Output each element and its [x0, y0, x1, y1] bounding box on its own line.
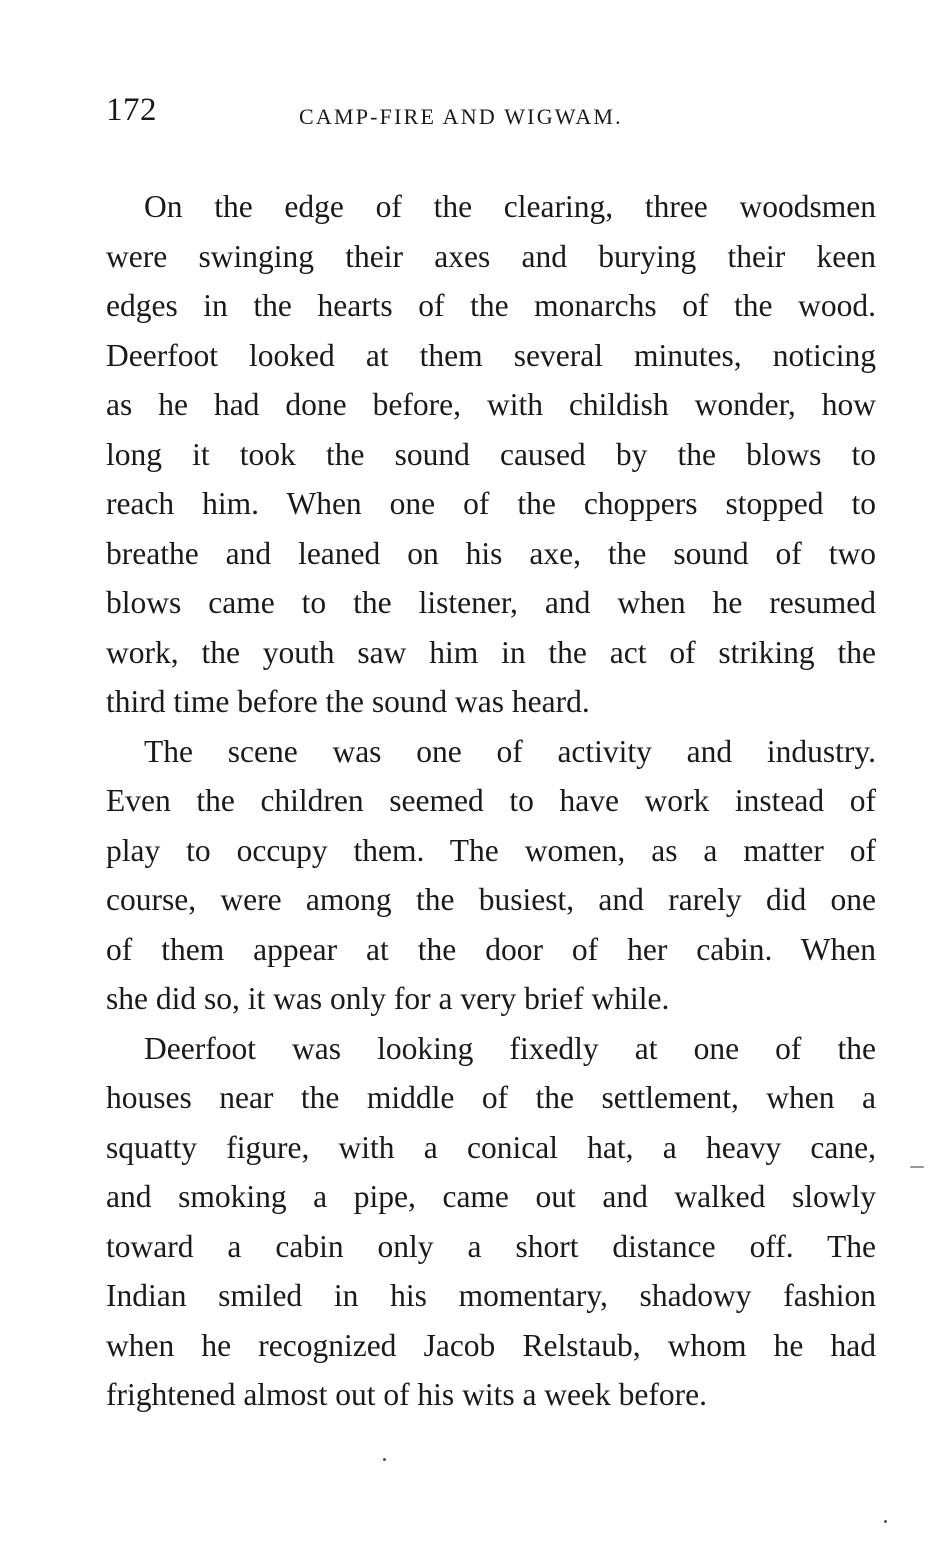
text-line: Even the children seemed to have work instead of — [106, 783, 876, 818]
text-line: frightened almost out of his wits a week before. — [106, 1377, 707, 1412]
scan-speck — [910, 1166, 924, 1168]
text-line: squatty figure, with a conical hat, a heavy cane, — [106, 1129, 876, 1165]
text-line: third time before the sound was heard. — [106, 684, 590, 719]
text-line: reach him. When one of the choppers stopped to — [106, 486, 876, 521]
text-line: The scene was one of activity and industry. — [144, 733, 876, 769]
page-number: 172 — [106, 92, 157, 128]
text-line: course, were among the busiest, and rarely did one — [106, 882, 876, 917]
text-line: Deerfoot looked at them several minutes, noticing — [106, 337, 876, 373]
text-line: of them appear at the door of her cabin. When — [106, 931, 876, 967]
text-line: and smoking a pipe, came out and walked slowly — [106, 1179, 876, 1214]
text-line: she did so, it was only for a very brief while. — [106, 981, 670, 1016]
text-line: breathe and leaned on his axe, the sound of two — [106, 535, 876, 571]
scan-speck — [383, 1458, 386, 1461]
text-line: work, the youth saw him in the act of striking the — [106, 634, 876, 670]
text-line: play to occupy them. The women, as a matter of — [106, 832, 876, 868]
running-title: CAMP-FIRE AND WIGWAM. — [299, 104, 623, 129]
running-head — [106, 92, 876, 142]
text-line: Indian smiled in his momentary, shadowy fashion — [106, 1278, 876, 1313]
text-line: long it took the sound caused by the blows to — [106, 436, 876, 472]
text-line: toward a cabin only a short distance off. The — [106, 1228, 876, 1264]
text-line: as he had done before, with childish wonder, how — [106, 387, 876, 422]
text-line: Deerfoot was looking fixedly at one of the — [144, 1030, 876, 1066]
text-line: edges in the hearts of the monarchs of the wood. — [106, 288, 876, 323]
paragraph — [106, 182, 876, 727]
text-line: blows came to the listener, and when he resumed — [106, 585, 876, 620]
text-line: were swinging their axes and burying their keen — [106, 238, 876, 274]
text-line: On the edge of the clearing, three woodsmen — [144, 189, 876, 224]
body-text — [106, 182, 876, 1420]
paragraph — [106, 727, 876, 1024]
text-line: houses near the middle of the settlement, when a — [106, 1080, 876, 1115]
scan-speck — [884, 1520, 887, 1523]
text-line: when he recognized Jacob Relstaub, whom he had — [106, 1327, 876, 1363]
paragraph — [106, 1024, 876, 1420]
